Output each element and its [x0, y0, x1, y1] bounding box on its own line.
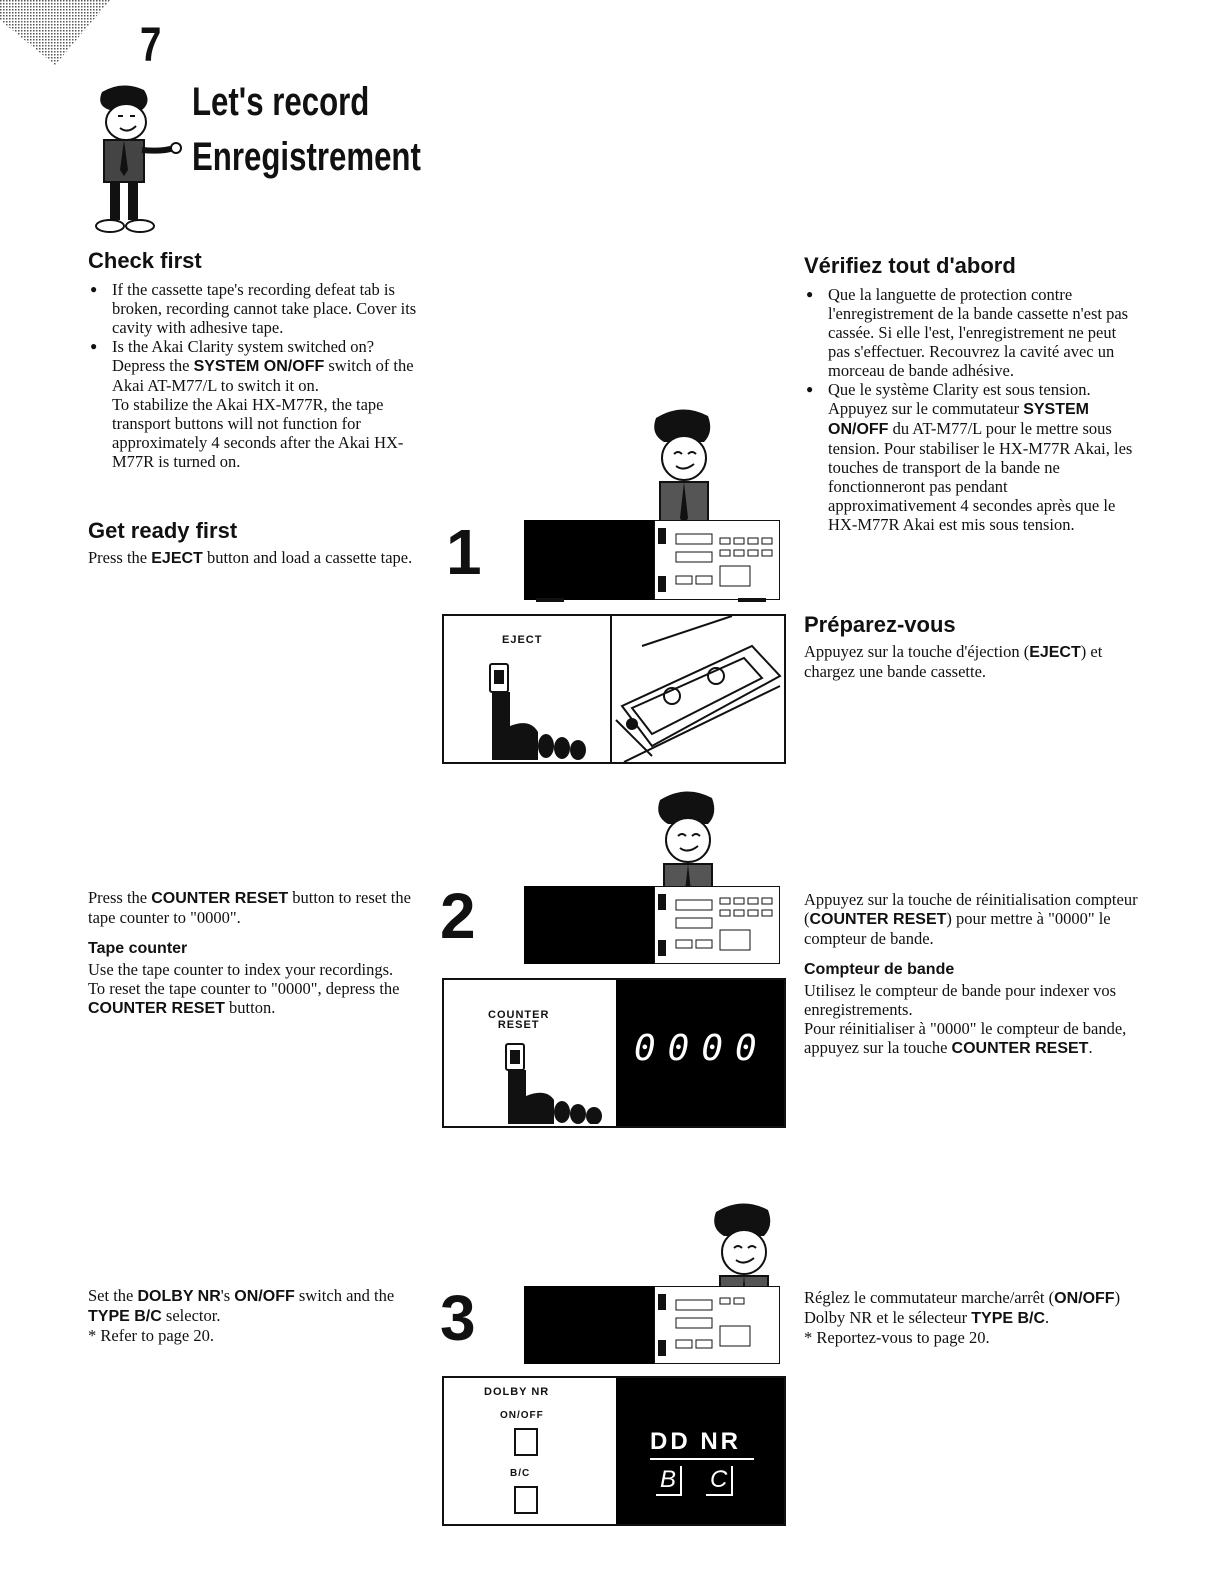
get-ready-section-en	[88, 518, 428, 568]
text: Is the Akai Clarity system switched on? Depress the	[112, 337, 375, 375]
finger-pressing-eject-illustration	[468, 656, 598, 760]
tape-counter-text	[88, 960, 428, 1018]
type-bc-key: TYPE B/C	[88, 1308, 162, 1325]
mascot-illustration-step1	[642, 402, 732, 532]
get-ready-section-fr	[804, 612, 1140, 681]
display-underline	[650, 1458, 754, 1460]
cassette-loading-illustration	[612, 616, 782, 762]
type-bc-key: TYPE B/C	[971, 1310, 1046, 1327]
text: ) pour mettre à "0000" le compteur de bande.	[804, 909, 1111, 948]
dolby-nr-indicator: DD NR	[650, 1428, 741, 1455]
cassette-deck-front-panel	[654, 886, 780, 964]
counter-reset-key: COUNTER RESET	[809, 911, 947, 928]
label-line: COUNTER	[488, 1009, 550, 1021]
counter-reset-key: COUNTER RESET	[88, 1000, 225, 1017]
check-first-list-fr	[804, 285, 1140, 534]
step2-instruction-fr	[804, 890, 1140, 948]
eject-key: EJECT	[151, 550, 203, 567]
cassette-deck-body	[524, 520, 656, 600]
title-french: Enregistrement	[192, 135, 421, 179]
counter-reset-label	[488, 1010, 549, 1030]
tape-counter-text-fr	[804, 981, 1140, 1058]
check-first-section-en	[88, 248, 428, 471]
text: du AT-M77/L pour le mettre sous tension. Pour stabiliser le HX-M77R Akai, les touches de transport de la bande ne fonctionneront pas pendant approximativement 4 secondes après que le HX-M77R Akai est mis sous tension.	[828, 419, 1133, 534]
onoff-label: ON/OFF	[500, 1410, 544, 1421]
page-number: 7	[140, 19, 162, 72]
text: Réglez le commutateur marche/arrêt (	[804, 1288, 1055, 1307]
eject-label: EJECT	[502, 634, 543, 646]
step2-text-en	[88, 888, 428, 1018]
step2-text-fr	[804, 890, 1140, 1058]
label-line: RESET	[497, 1019, 540, 1031]
cassette-deck-front-panel	[654, 1286, 780, 1364]
text: selector.	[161, 1306, 221, 1325]
text: Appuyez sur la touche d'éjection (	[804, 642, 1030, 661]
title-english: Let's record	[192, 80, 370, 124]
dolby-nr-label: DOLBY NR	[484, 1386, 550, 1398]
text: ) Dolby NR et le sélecteur	[804, 1288, 1121, 1327]
deck-foot	[738, 598, 766, 602]
step-number-2: 2	[440, 880, 476, 952]
check-first-item-1-fr: ● Que la languette de protection contre l'enregistrement de la bande cassette n'est pas cassée. Si elle l'est, l'enregistrement ne peut pas s'effectuer. Recouvrez la cavité avec un morceau de bande adhésive.	[804, 285, 1140, 380]
system-onoff-key: SYSTEM ON/OFF	[828, 401, 1089, 438]
type-bc-switch	[514, 1486, 538, 1514]
step3-instruction-fr	[804, 1288, 1140, 1328]
cassette-deck-body	[524, 1286, 656, 1364]
cassette-deck-front-panel	[654, 520, 780, 600]
text: Pour réinitialiser à "0000" le compteur de bande, appuyez sur la touche	[804, 1019, 1127, 1057]
tape-counter-heading: Tape counter	[88, 940, 188, 957]
step3-note-fr: * Reportez-vous to page 20.	[804, 1328, 990, 1347]
mascot-pointing-illustration	[82, 80, 182, 240]
get-ready-heading-fr: Préparez-vous	[804, 612, 956, 637]
check-first-heading: Check first	[88, 248, 202, 273]
counter-display-value: 0000	[634, 1028, 769, 1069]
text: Press the	[88, 888, 152, 907]
eject-figure-panel	[442, 614, 786, 764]
step3-text-en	[88, 1286, 418, 1345]
text: To stabilize the Akai HX-M77R, the tape transport buttons will not function for approximately 4 seconds after the Akai HX-M77R is turned on.	[112, 395, 404, 471]
dolby-onoff-switch	[514, 1428, 538, 1456]
finger-pressing-counter-reset-illustration	[484, 1040, 614, 1124]
text: 's	[220, 1286, 235, 1305]
dolby-nr-key: DOLBY NR	[137, 1288, 221, 1305]
check-first-heading-fr: Vérifiez tout d'abord	[804, 253, 1016, 278]
tape-counter-heading-fr: Compteur de bande	[804, 961, 955, 978]
type-b-indicator: B	[656, 1466, 682, 1496]
get-ready-text-fr	[804, 642, 1140, 681]
onoff-key: ON/OFF	[234, 1288, 295, 1305]
step-number-3: 3	[440, 1282, 476, 1354]
check-first-list	[88, 280, 428, 471]
step3-text-fr	[804, 1288, 1140, 1347]
dolby-nr-figure-panel	[442, 1376, 786, 1526]
counter-display	[616, 980, 784, 1126]
eject-key: EJECT	[1029, 644, 1081, 661]
text: Use the tape counter to index your recordings.	[88, 960, 394, 979]
get-ready-text	[88, 548, 428, 568]
text: switch of the Akai AT-M77/L to switch it on.	[112, 356, 414, 395]
step3-instruction	[88, 1286, 418, 1326]
text: Press the	[88, 548, 152, 567]
corner-dither-decoration	[0, 0, 110, 65]
text: Set the	[88, 1286, 138, 1305]
bc-label: B/C	[510, 1468, 531, 1479]
text: .	[1088, 1038, 1093, 1057]
check-first-item-1: ● If the cassette tape's recording defeat tab is broken, recording cannot take place. Cover its cavity with adhesive tape.	[88, 280, 428, 337]
onoff-key: ON/OFF	[1054, 1290, 1115, 1307]
get-ready-heading: Get ready first	[88, 518, 238, 543]
check-first-item-2-fr	[804, 380, 1140, 534]
text: Utilisez le compteur de bande pour indexer vos enregistrements.	[804, 981, 1117, 1019]
check-first-section-fr	[804, 253, 1140, 534]
deck-foot	[536, 598, 564, 602]
counter-reset-figure-panel	[442, 978, 786, 1128]
text: Appuyez sur la touche de réinitialisation compteur (	[804, 890, 1138, 928]
check-first-item-2	[88, 337, 428, 471]
text: ) et chargez une bande cassette.	[804, 642, 1103, 681]
step2-instruction	[88, 888, 428, 927]
text: button and load a cassette tape.	[202, 548, 413, 567]
dolby-display	[616, 1378, 784, 1524]
text: .	[1045, 1308, 1050, 1327]
text: To reset the tape counter to "0000", depress the	[88, 979, 400, 998]
step3-note: * Refer to page 20.	[88, 1326, 214, 1345]
system-onoff-key: SYSTEM ON/OFF	[193, 358, 325, 375]
text: switch and the	[294, 1286, 395, 1305]
counter-reset-key: COUNTER RESET	[951, 1040, 1089, 1057]
text: button.	[224, 998, 276, 1017]
type-c-indicator: C	[706, 1466, 733, 1496]
step-number-1: 1	[446, 516, 482, 588]
text: Que le système Clarity est sous tension. Appuyez sur le commutateur	[828, 380, 1091, 418]
cassette-deck-body	[524, 886, 656, 964]
counter-reset-key: COUNTER RESET	[151, 890, 289, 907]
text: button to reset the tape counter to "0000".	[88, 888, 411, 927]
